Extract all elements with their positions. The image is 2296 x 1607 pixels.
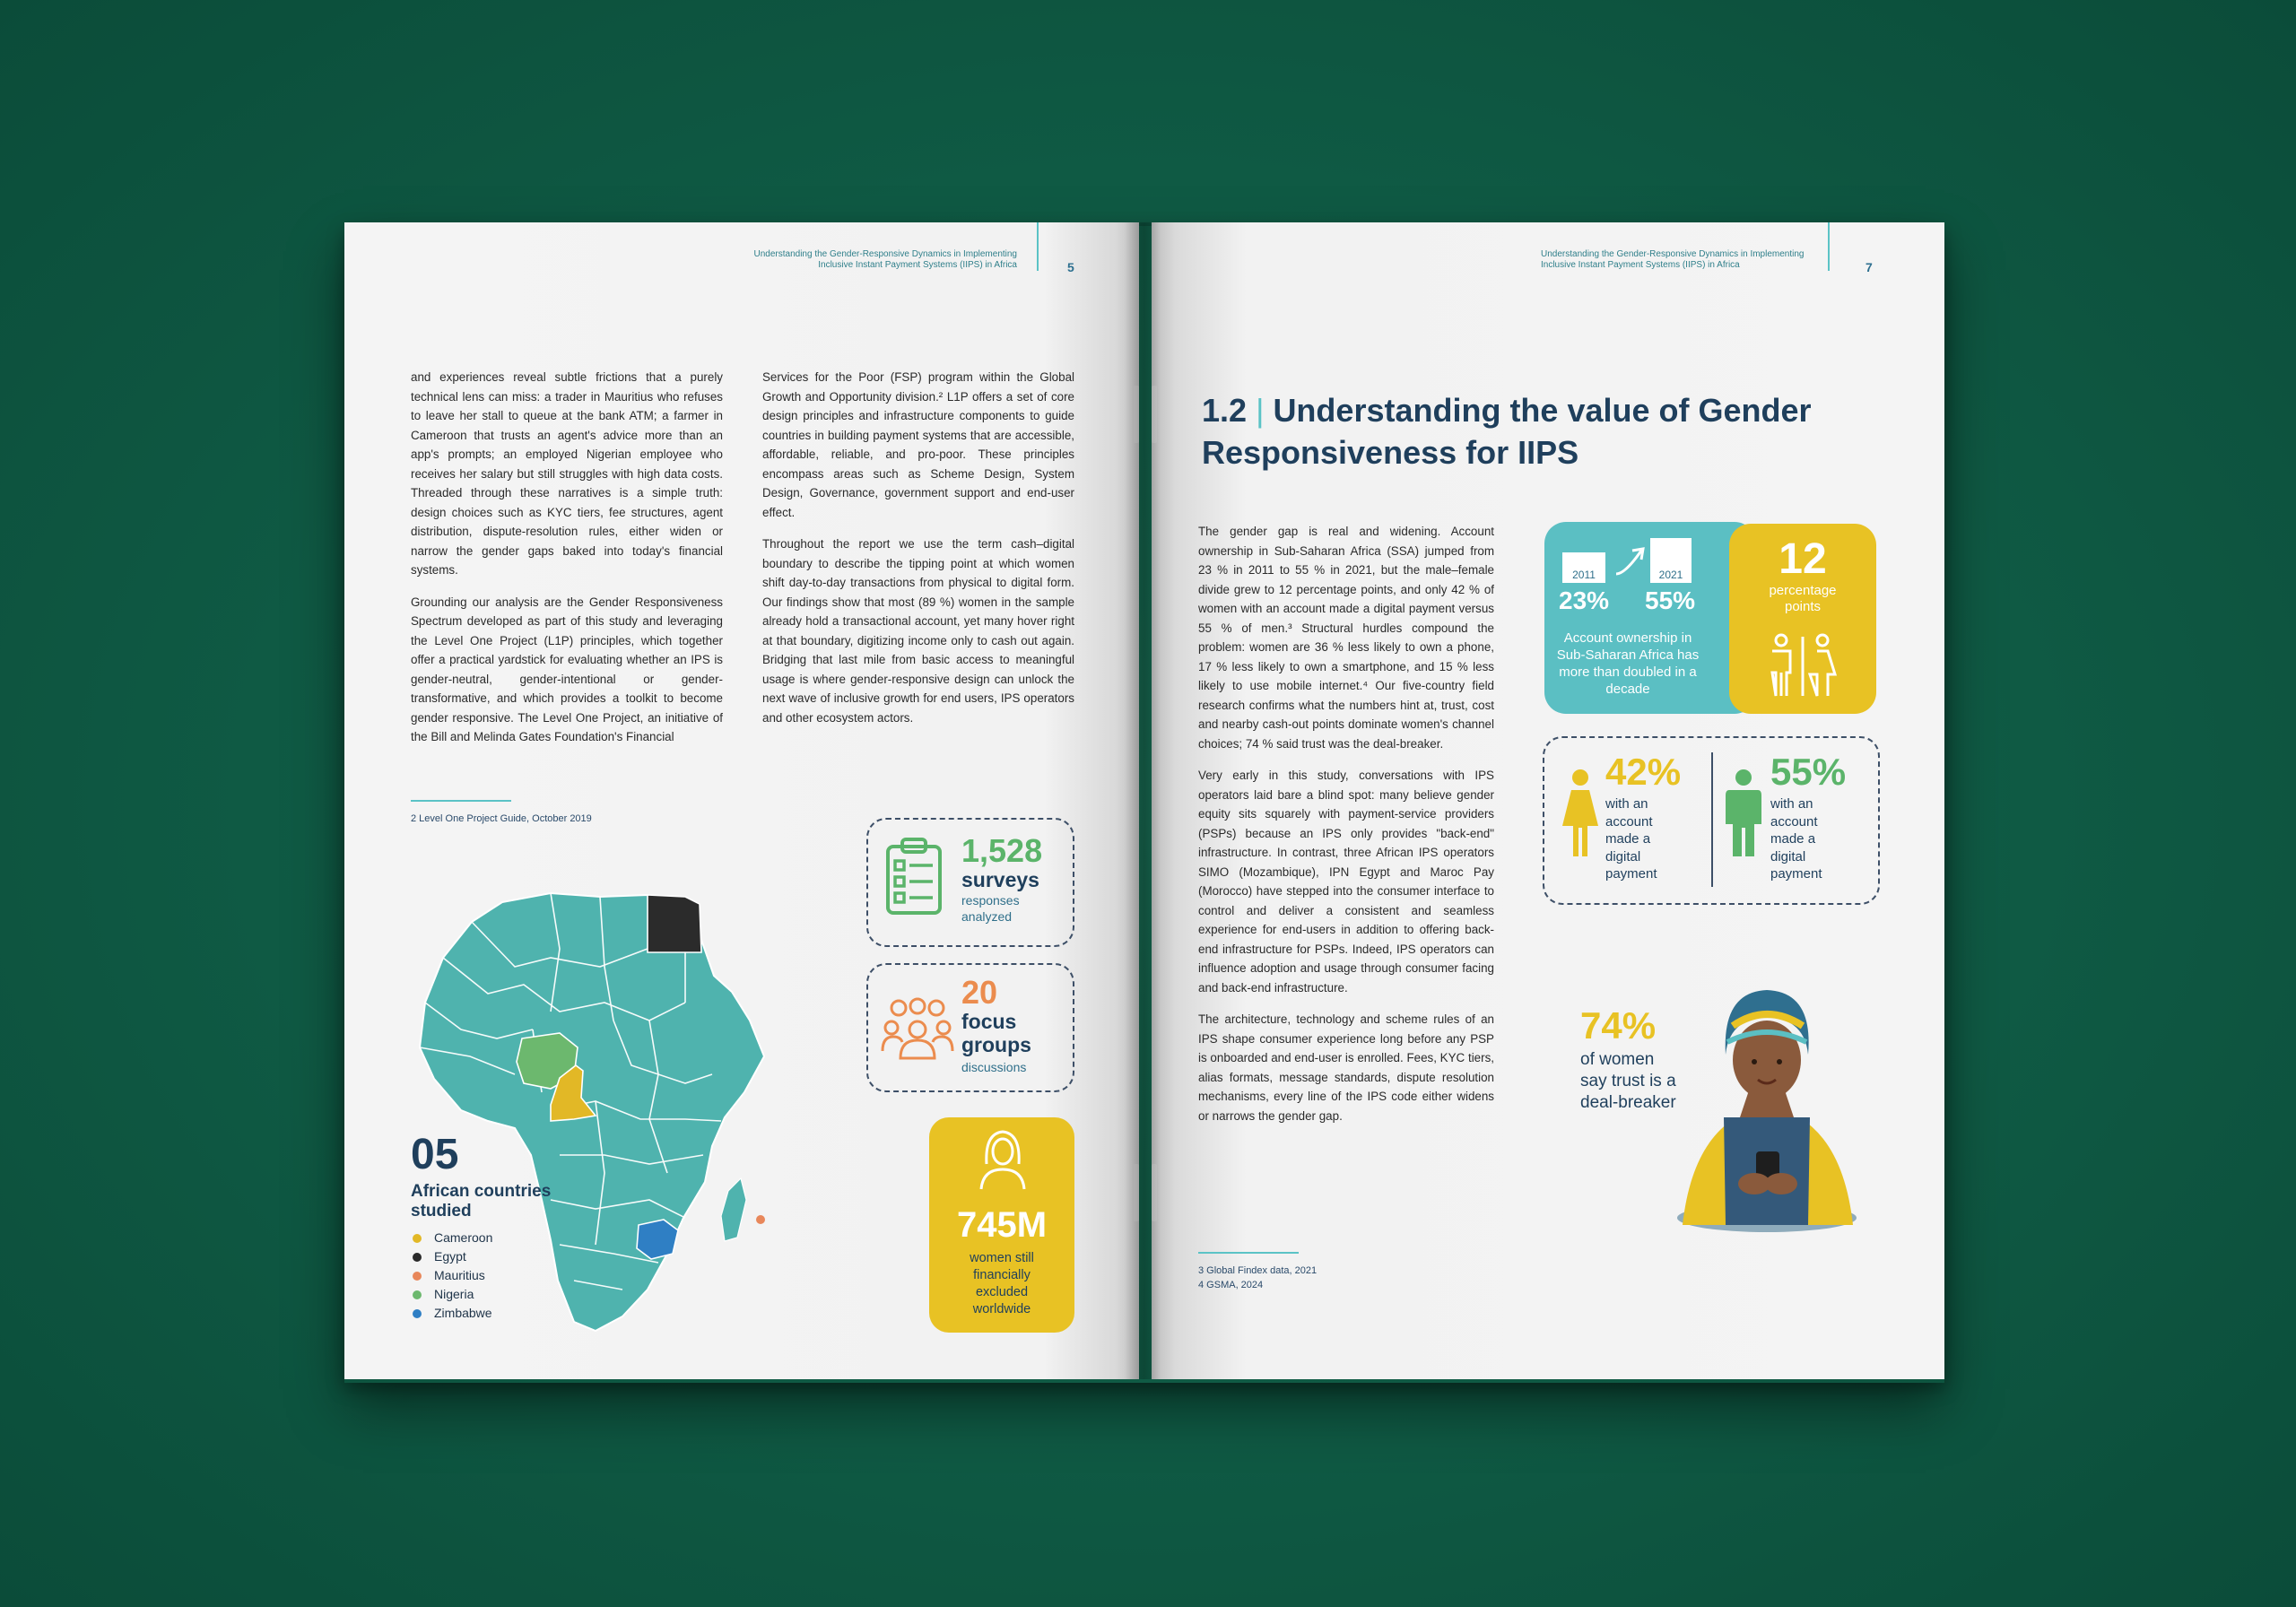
legend-dot	[413, 1234, 422, 1243]
woman-figure-icon	[1561, 769, 1600, 858]
focus-number: 20	[961, 974, 998, 1011]
paragraph: The gender gap is real and widening. Account ownership in Sub-Saharan Africa (SSA) jumped from 23 % in 2011 to 55 % in 2021, but the male–female divide grew to 12 percentage points, and only 42 % of women with an account made a digital payment versus 55 % of men.³ Structural hurdles compound the problem: women are 36 % less likely to own a phone, 17 % less likely to own a smartphone, and 15 % less likely to use mobile internet.⁴ Our five-country field research confirms what the numbers hint at, trust, cost and nearby cash-out points dominate women's channel choices; 74 % said trust was the deal-breaker.	[1198, 525, 1494, 751]
caption-line: excluded	[975, 1285, 1029, 1299]
legend-item-zimbabwe	[413, 1306, 492, 1320]
year-box-2011	[1562, 552, 1605, 583]
legend-item-mauritius	[413, 1268, 485, 1282]
focus-groups-card	[866, 963, 1074, 1092]
trust-pct: 74%	[1580, 1004, 1657, 1047]
men-pct: 55%	[1770, 751, 1847, 793]
title-line-1: Understanding the value of Gender	[1273, 392, 1812, 429]
ownership-2011-pct: 23%	[1559, 586, 1610, 614]
africa-map	[416, 886, 766, 1334]
page-number: 7	[1866, 260, 1873, 274]
focus-sub: discussions	[961, 1060, 1027, 1074]
legend-label: Zimbabwe	[434, 1306, 492, 1320]
right-page	[1152, 222, 1944, 1379]
title-separator: |	[1256, 392, 1265, 429]
growth-arrow-icon	[1613, 543, 1648, 579]
surveys-number: 1,528	[961, 832, 1043, 869]
running-head: Understanding the Gender-Responsive Dynamics in Implementing Inclusive Instant Payment Systems (IIPS) in Africa	[753, 249, 1017, 270]
caption-line: worldwide	[972, 1302, 1031, 1316]
footnote: 4 GSMA, 2024	[1198, 1280, 1264, 1290]
mauritius	[756, 1215, 765, 1224]
legend-dot	[413, 1290, 422, 1299]
divider	[1711, 752, 1713, 887]
women-pct: 42%	[1605, 751, 1682, 793]
man-figure-icon	[1724, 769, 1763, 858]
caption-line: percentage	[1769, 583, 1837, 598]
legend-label: Nigeria	[434, 1287, 474, 1301]
left-page	[344, 222, 1139, 1379]
paragraph: The architecture, technology and scheme rules of an IPS shape consumer experience long before any PSP is onboarded and end-user is enrolled. Fees, KYC tiers, alias formats, message standards, dispute resolution mechanisms, every line of the IPS code either widens or narrows the gender gap.	[1198, 1012, 1494, 1123]
surveys-sub2: analyzed	[961, 909, 1013, 924]
woman-with-phone-illustration	[1674, 983, 1862, 1243]
account-ownership-card	[1544, 522, 1756, 714]
countries-count: 05	[411, 1131, 459, 1178]
surveys-label: surveys	[961, 868, 1039, 891]
book-gutter	[1125, 222, 1161, 1379]
woman-icon	[978, 1128, 1028, 1191]
caption-line: of women	[1580, 1050, 1655, 1069]
digital-payment-card	[1543, 736, 1880, 905]
group-icon	[881, 995, 954, 1060]
excluded-caption	[929, 1250, 1074, 1318]
footnote: 2 Level One Project Guide, October 2019	[411, 813, 592, 824]
trust-caption	[1580, 1049, 1676, 1114]
gap-number: 12	[1779, 535, 1827, 583]
legend-item-nigeria	[413, 1287, 474, 1301]
caption-line: financially	[973, 1268, 1031, 1282]
focus-label2: groups	[961, 1033, 1031, 1056]
women-pct-text: with an account made a digital payment	[1605, 796, 1657, 882]
paragraph: Throughout the report we use the term cash–digital boundary to describe the tipping point at which women shift day-to-day transactions from physical to digital form. Our findings show that most (89 %) women in the sample already hold a transactional account, yet many hover right at that boundary, digitizing income only to cash out again. Bridging that last mile from basic access to meaningful usage is where gender-responsive design can unlock the next wave of inclusive growth for end users, IPS operators and other ecosystem actors.	[762, 537, 1074, 725]
caption-line: points	[1784, 599, 1822, 614]
surveys-sub1: responses	[961, 893, 1020, 908]
madagascar	[721, 1178, 746, 1241]
gap-caption	[1729, 583, 1876, 615]
running-head-rule	[1037, 222, 1039, 271]
year-2021: 2021	[1658, 569, 1683, 581]
ownership-2021-pct: 55%	[1645, 586, 1696, 614]
men-pct-text: with an account made a digital payment	[1770, 796, 1822, 882]
zimbabwe	[637, 1220, 678, 1259]
year-2011: 2011	[1572, 569, 1596, 581]
legend-dot	[413, 1253, 422, 1262]
legend-label: Cameroon	[434, 1230, 493, 1245]
page-number: 5	[1067, 260, 1074, 274]
paragraph: and experiences reveal subtle frictions that a purely technical lens can miss: a trader in Mauritius who refuses to leave her stall to queue at the bank ATM; a farmer in Cameroon that trusts an agent's advice more than an app's prompts; an employed Nigerian employee who receives her salary but still struggles with high data costs. Threaded through these narratives is a simple truth: design choices such as KYC tiers, fee structures, agent distribution, dispute-resolution rules, either widen or narrow the gender gaps baked into today's financial systems.	[411, 370, 723, 577]
paragraph: Services for the Poor (FSP) program within the Global Growth and Opportunity division.² L1P offers a set of core design principles and infrastructure components to guide countries in building payment systems that are accessible, affordable, reliable, and pro-poor. These principles encompass areas such as Scheme Design, System Design, Governance, government support and end-user effect.	[762, 370, 1074, 519]
text-column-2	[762, 368, 1074, 740]
legend-dot	[413, 1272, 422, 1281]
paragraph: Grounding our analysis are the Gender Responsiveness Spectrum developed as part of this study and leveraging the Level One Project (L1P) principles, which together offer a practical yardstick for evaluating whether an IPS is gender-neutral, gender-intentional or gender-transformative, and which provides a toolkit to become gender responsive. The Level One Project, an initiative of the Bill and Melinda Gates Foundation's Financial	[411, 595, 723, 743]
caption-line: say trust is a	[1580, 1072, 1676, 1090]
running-head: Understanding the Gender-Responsive Dynamics in Implementing Inclusive Instant Payment Systems (IIPS) in Africa	[1541, 249, 1805, 270]
footnote-rule	[1198, 1252, 1299, 1254]
ownership-caption: Account ownership in Sub-Saharan Africa has more than doubled in a decade	[1556, 630, 1700, 697]
legend-label: Egypt	[434, 1249, 466, 1264]
gender-gap-card	[1729, 524, 1876, 714]
legend-item-egypt	[413, 1249, 466, 1264]
legend-label: Mauritius	[434, 1268, 485, 1282]
year-box-2021	[1650, 538, 1692, 583]
egypt	[648, 895, 701, 952]
title-line-2: Responsiveness for IIPS	[1202, 434, 1579, 471]
caption-line: deal-breaker	[1580, 1093, 1676, 1112]
countries-label: African countries studied	[411, 1182, 552, 1220]
surveys-card	[866, 818, 1074, 947]
excluded-women-card	[929, 1117, 1074, 1333]
man-woman-icon	[1767, 633, 1839, 698]
caption-line: women still	[970, 1251, 1034, 1265]
running-head-rule	[1828, 222, 1830, 271]
legend-dot	[413, 1309, 422, 1318]
excluded-number: 745M	[956, 1205, 1048, 1245]
text-column-right	[1198, 522, 1494, 1138]
text-column-1	[411, 368, 723, 760]
clipboard-icon	[884, 838, 944, 916]
legend-item-cameroon	[413, 1230, 492, 1245]
paragraph: Very early in this study, conversations with IPS operators laid bare a blind spot: many believe gender equity sits squarely with payment-service providers (PSPs) because an IPS only provides "back-end" infrastructure. In contrast, three African IPS operators SIMO (Mozambique), IPN Egypt and Maroc Pay (Morocco) have stepped into the consumer interface to control and deliver a consistent and seamless experience for end-users in addition to offering back-end infrastructure for PSPs. Indeed, IPS operators can influence adoption and usage through consumer facing and back-end infrastructure.	[1198, 769, 1494, 995]
section-title	[1202, 389, 1812, 473]
focus-label1: focus	[961, 1010, 1017, 1033]
footnote-rule	[411, 800, 511, 802]
section-number: 1.2	[1202, 392, 1248, 429]
footnote: 3 Global Findex data, 2021	[1198, 1265, 1318, 1276]
